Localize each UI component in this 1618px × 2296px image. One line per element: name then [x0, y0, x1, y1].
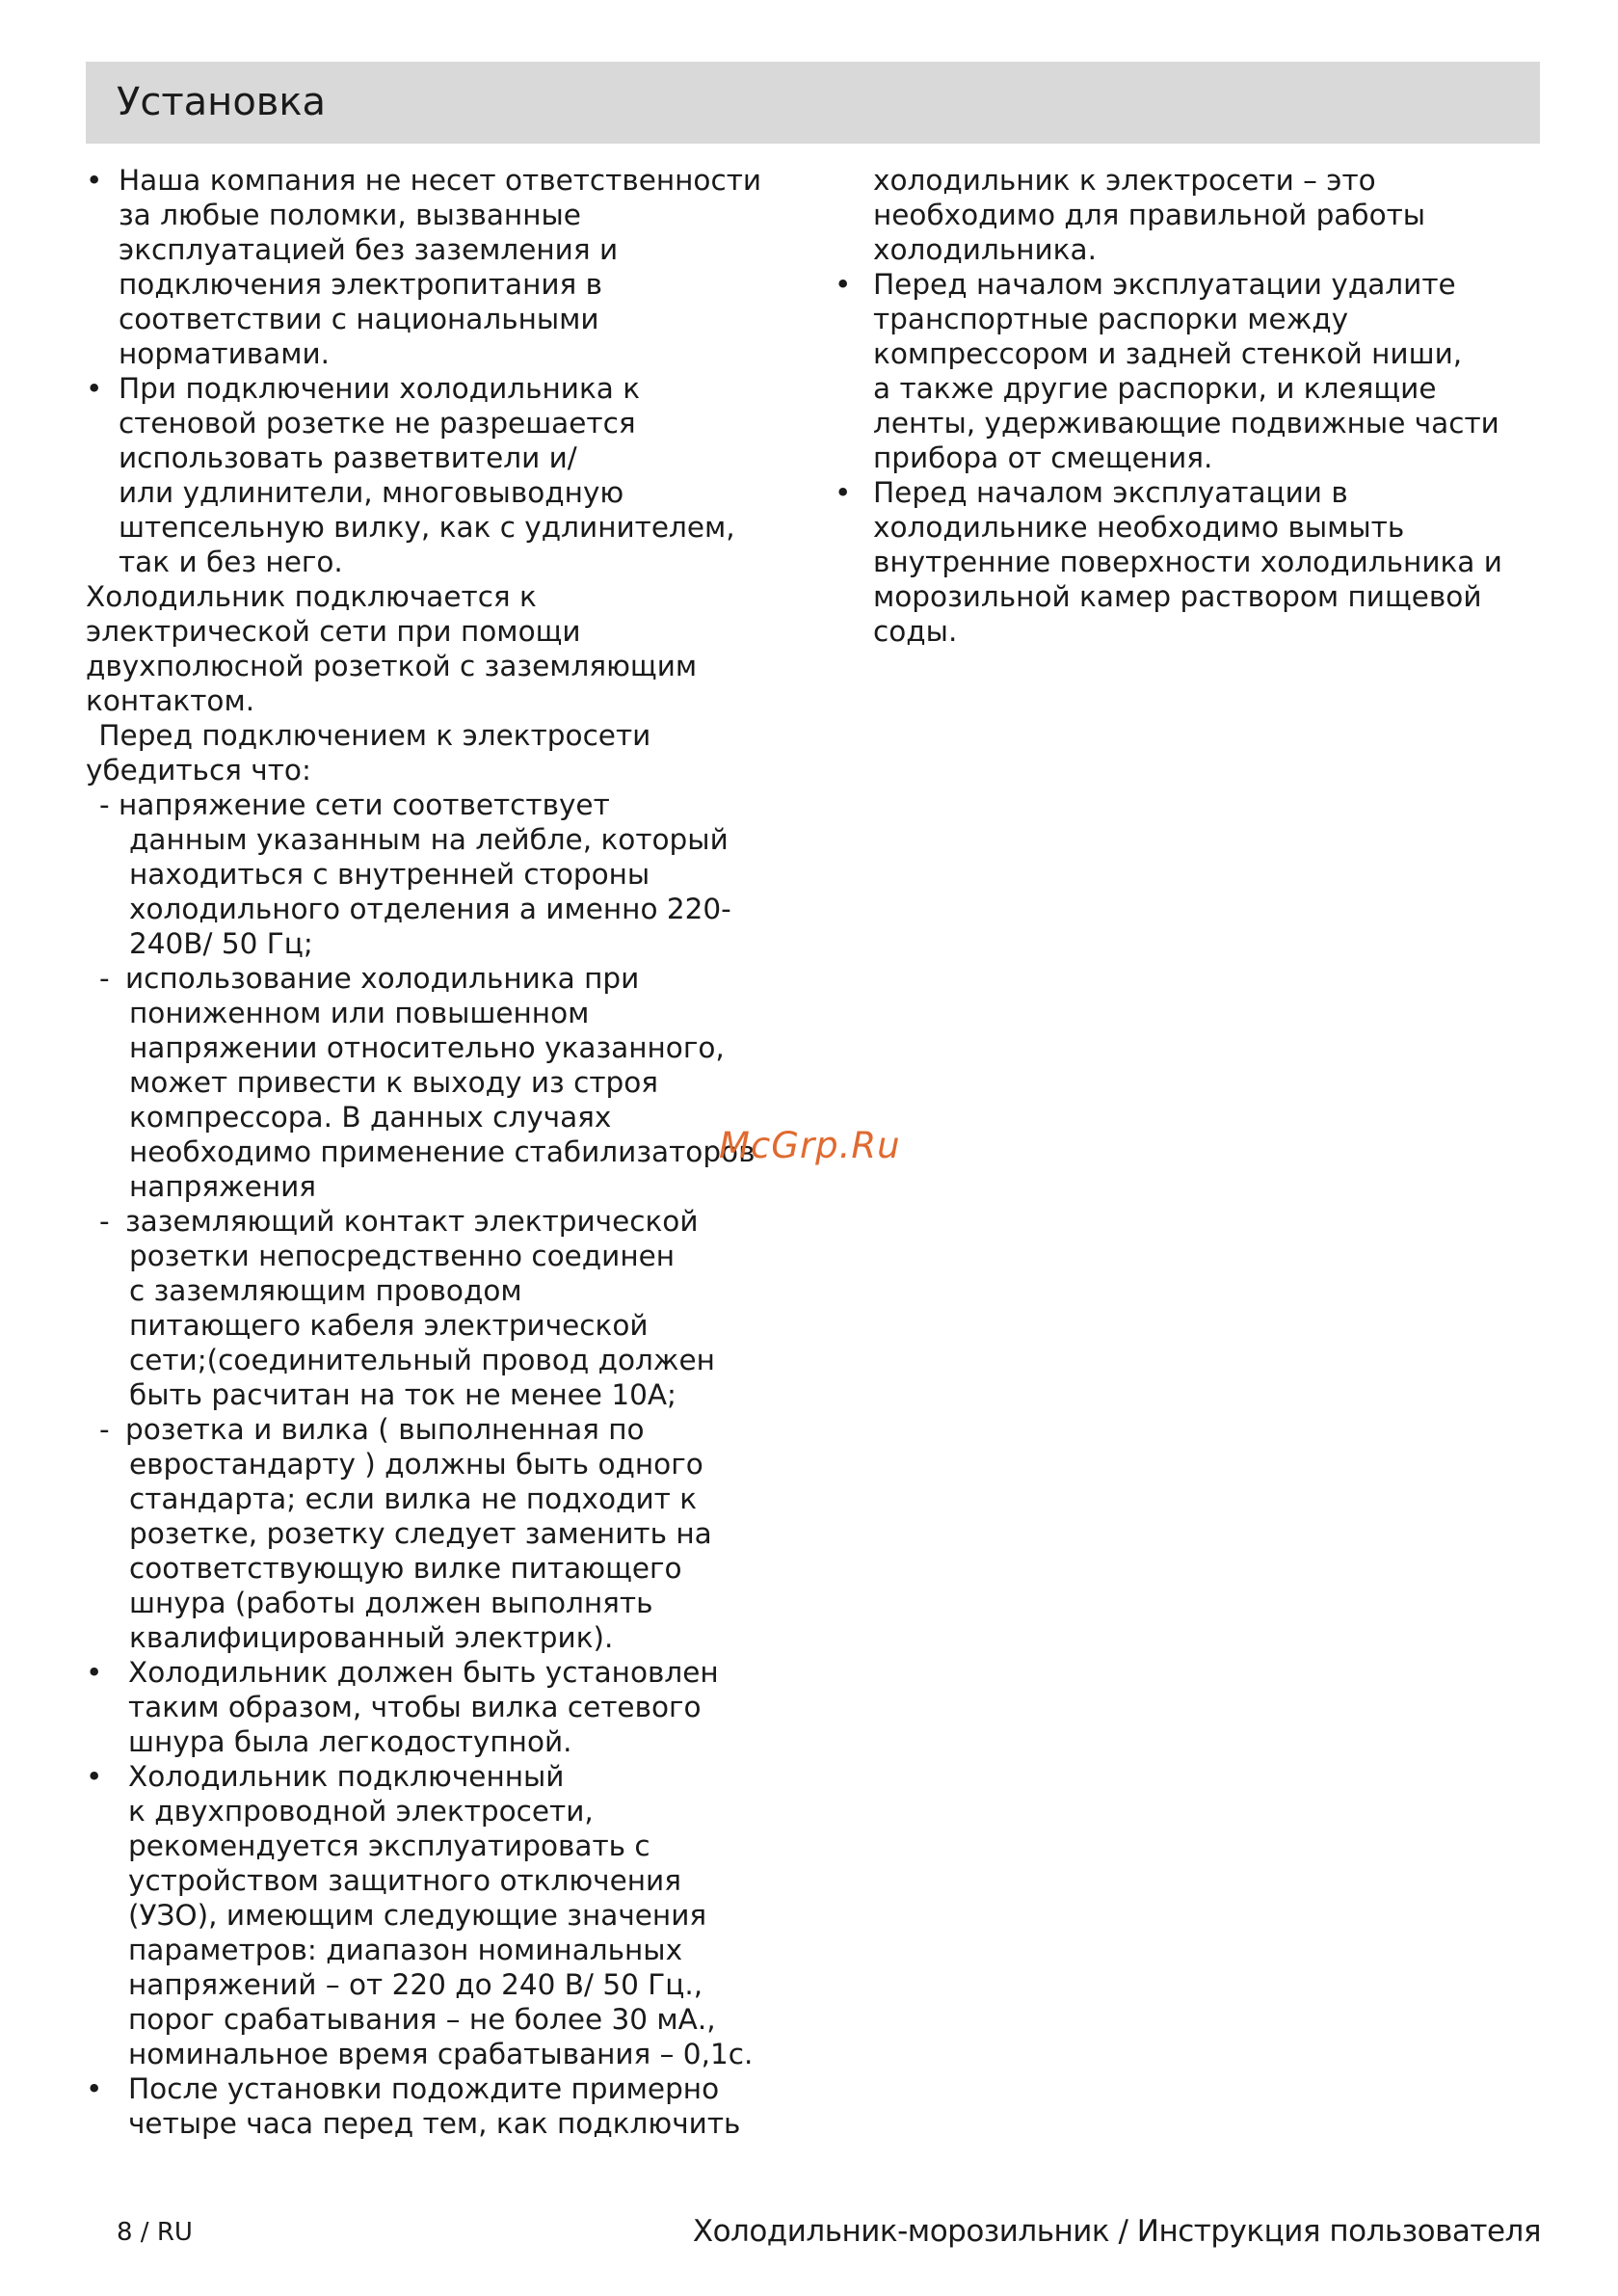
- dash-mark: -: [99, 1205, 110, 1238]
- bullet-item: [835, 475, 1548, 649]
- bullet-item: [86, 371, 799, 579]
- text-line: холодильного отделения а именно 220-: [129, 893, 731, 925]
- text-line: шнура была легкодоступной.: [128, 1725, 572, 1758]
- text-line: • После установки подождите примерно: [128, 2072, 720, 2105]
- text-line: соды.: [873, 615, 958, 648]
- text-line: холодильник к электросети – это: [873, 164, 1376, 197]
- right-column: [835, 163, 1548, 649]
- document-title: Холодильник-морозильник / Инструкция пользователя: [692, 2214, 1541, 2249]
- text-line: • Холодильник подключенный: [128, 1760, 565, 1793]
- text-line: • Холодильник должен быть установлен: [128, 1656, 719, 1689]
- text-line: внутренние поверхности холодильника и: [873, 546, 1502, 578]
- section-header-bar: [86, 62, 1540, 144]
- text-line: использование холодильника при: [125, 962, 640, 995]
- text-line: стандарта; если вилка не подходит к: [129, 1482, 698, 1515]
- text-line: необходимо применение стабилизаторов: [129, 1135, 756, 1168]
- text-line: Холодильник подключается к: [86, 580, 537, 613]
- text-line: транспортные распорки между: [873, 303, 1349, 335]
- text-line: с заземляющим проводом: [129, 1274, 522, 1307]
- text-line: напряжении относительно указанного,: [129, 1031, 725, 1064]
- text-line: а также другие распорки, и клеящие: [873, 372, 1437, 405]
- bullet-item: [86, 163, 799, 371]
- text-line: необходимо для правильной работы: [873, 199, 1426, 231]
- text-line: • Перед началом эксплуатации удалите: [873, 268, 1456, 301]
- text-line: может привести к выходу из строя: [129, 1066, 659, 1099]
- text-line: эксплуатацией без заземления и: [119, 233, 619, 266]
- text-line: напряжения: [129, 1170, 317, 1203]
- text-line: 240В/ 50 Гц;: [129, 927, 313, 960]
- text-line: • Перед началом эксплуатации в: [873, 476, 1348, 509]
- text-line: пониженном или повышенном: [129, 997, 590, 1029]
- dash-item: [86, 788, 799, 961]
- text-line: - напряжение сети соответствует: [99, 788, 610, 821]
- text-line: порог срабатывания – не более 30 мА.,: [128, 2003, 716, 2036]
- bullet-item: [86, 2071, 799, 2141]
- text-line: холодильнике необходимо вымыть: [873, 511, 1405, 544]
- text-line: розетке, розетку следует заменить на: [129, 1517, 712, 1550]
- text-line: двухполюсной розеткой с заземляющим: [86, 650, 698, 682]
- text-line: подключения электропитания в: [119, 268, 603, 301]
- text-line: розетка и вилка ( выполненная по: [125, 1413, 645, 1446]
- text-line: • При подключении холодильника к: [119, 372, 641, 405]
- text-line: (УЗО), имеющим следующие значения: [128, 1899, 707, 1932]
- dash-item: [86, 961, 799, 1204]
- text-line: розетки непосредственно соединен: [129, 1240, 676, 1272]
- text-line: убедиться что:: [86, 754, 311, 787]
- dash-item: [86, 1204, 799, 1412]
- text-line: холодильника.: [873, 233, 1097, 266]
- text-line: стеновой розетке не разрешается: [119, 407, 636, 440]
- text-line: питающего кабеля электрической: [129, 1309, 649, 1342]
- text-line: морозильной камер раствором пищевой: [873, 580, 1482, 613]
- text-line: рекомендуется эксплуатировать с: [128, 1829, 650, 1862]
- text-line: находиться с внутренней стороны: [129, 858, 650, 891]
- text-line: устройством защитного отключения: [128, 1864, 681, 1897]
- text-line: параметров: диапазон номинальных: [128, 1934, 683, 1966]
- text-line: четыре часа перед тем, как подключить: [128, 2107, 741, 2140]
- text-line: Перед подключением к электросети: [90, 719, 651, 752]
- paragraph: [86, 718, 799, 788]
- text-line: использовать разветвители и/: [119, 441, 577, 474]
- text-line: заземляющий контакт электрической: [125, 1205, 699, 1238]
- text-line: контактом.: [86, 684, 255, 717]
- text-line: так и без него.: [119, 546, 343, 578]
- text-line: нормативами.: [119, 337, 331, 370]
- text-line: • Наша компания не несет ответственности: [119, 164, 762, 197]
- text-line: квалифицированный электрик).: [129, 1621, 614, 1654]
- dash-mark: -: [99, 962, 110, 995]
- text-line: быть расчитан на ток не менее 10А;: [129, 1378, 676, 1411]
- text-line: шнура (работы должен выполнять: [129, 1587, 653, 1619]
- text-line: или удлинители, многовыводную: [119, 476, 624, 509]
- text-line: соответствующую вилке питающего: [129, 1552, 682, 1585]
- text-line: компрессором и задней стенкой ниши,: [873, 337, 1463, 370]
- bullet-item: [86, 1655, 799, 1759]
- text-line: сети;(соединительный провод должен: [129, 1344, 715, 1376]
- page-number: 8 / RU: [117, 2218, 193, 2247]
- watermark: McGrp.Ru: [719, 1125, 901, 1166]
- text-line: напряжений – от 220 до 240 В/ 50 Гц.,: [128, 1968, 703, 2001]
- left-column: [86, 163, 799, 2141]
- dash-mark: -: [99, 1413, 110, 1446]
- bullet-item: [835, 267, 1548, 475]
- text-line: евростандарту ) должны быть одного: [129, 1448, 703, 1481]
- paragraph: [86, 579, 799, 718]
- text-line: к двухпроводной электросети,: [128, 1795, 594, 1828]
- bullet-item: [86, 1759, 799, 2071]
- text-line: ленты, удерживающие подвижные части: [873, 407, 1499, 440]
- text-line: прибора от смещения.: [873, 441, 1213, 474]
- text-line: соответствии с национальными: [119, 303, 599, 335]
- text-line: данным указанным на лейбле, который: [129, 823, 729, 856]
- text-line: штепсельную вилку, как с удлинителем,: [119, 511, 735, 544]
- continuation-text: [835, 163, 1548, 267]
- text-line: номинальное время срабатывания – 0,1с.: [128, 2038, 754, 2070]
- text-line: компрессора. В данных случаях: [129, 1101, 612, 1134]
- section-title: Установка: [117, 80, 327, 124]
- text-line: электрической сети при помощи: [86, 615, 581, 648]
- dash-item: [86, 1412, 799, 1655]
- text-line: таким образом, чтобы вилка сетевого: [128, 1691, 702, 1723]
- text-line: за любые поломки, вызванные: [119, 199, 581, 231]
